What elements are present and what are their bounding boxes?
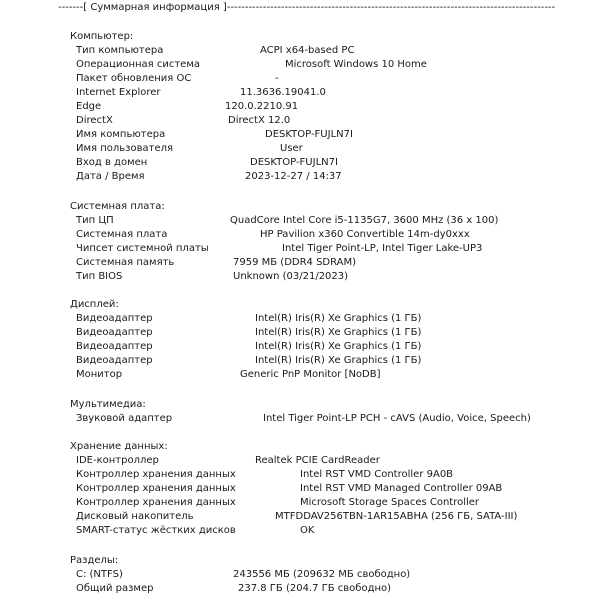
info-row bbox=[70, 256, 357, 270]
info-row bbox=[70, 354, 422, 368]
info-value: 243556 МБ (209632 МБ свободно) bbox=[233, 569, 411, 580]
section bbox=[70, 398, 531, 426]
section-title: Компьютер: bbox=[70, 31, 134, 42]
info-row bbox=[70, 156, 338, 170]
info-value: 237.8 ГБ (204.7 ГБ свободно) bbox=[238, 583, 392, 594]
info-row bbox=[70, 270, 349, 284]
section bbox=[70, 440, 518, 538]
info-row bbox=[70, 568, 411, 582]
info-row bbox=[70, 58, 427, 72]
info-label: Контроллер хранения данных bbox=[76, 483, 236, 494]
section-title: Дисплей: bbox=[70, 299, 119, 310]
info-value: MTFDDAV256TBN-1AR15ABHA (256 ГБ, SATA-III) bbox=[275, 511, 518, 522]
info-row bbox=[70, 582, 392, 596]
info-row bbox=[70, 72, 279, 86]
info-label: C: (NTFS) bbox=[76, 569, 123, 580]
info-label: IDE-контроллер bbox=[76, 455, 159, 466]
section bbox=[70, 554, 411, 596]
info-label: Тип BIOS bbox=[76, 271, 123, 282]
info-row bbox=[70, 142, 303, 156]
info-row bbox=[70, 100, 299, 114]
info-label: Системная плата bbox=[76, 229, 168, 240]
info-row bbox=[70, 326, 422, 340]
info-row bbox=[70, 510, 518, 524]
info-value: User bbox=[280, 143, 303, 154]
report-header: -------[ Суммарная информация ]------------------------------------------------------------------------------------------- bbox=[58, 2, 556, 13]
info-label: Вход в домен bbox=[76, 157, 148, 168]
info-label: Дисковый накопитель bbox=[76, 511, 194, 522]
section bbox=[70, 200, 499, 284]
info-row bbox=[70, 86, 326, 100]
info-label: Тип ЦП bbox=[76, 215, 114, 226]
info-label: Видеоадаптер bbox=[76, 341, 153, 352]
section-title: Системная плата: bbox=[70, 201, 165, 212]
info-value: 7959 МБ (DDR4 SDRAM) bbox=[233, 257, 357, 268]
info-value: Unknown (03/21/2023) bbox=[233, 271, 349, 282]
info-label: Общий размер bbox=[76, 583, 154, 594]
info-value: Intel(R) Iris(R) Xe Graphics (1 ГБ) bbox=[255, 327, 422, 338]
info-value: Intel(R) Iris(R) Xe Graphics (1 ГБ) bbox=[255, 313, 422, 324]
info-label: Тип компьютера bbox=[76, 45, 164, 56]
info-value: 2023-12-27 / 14:37 bbox=[245, 171, 342, 182]
info-row bbox=[70, 496, 480, 510]
info-value: Intel RST VMD Controller 9A0B bbox=[300, 469, 454, 480]
info-row bbox=[70, 524, 315, 538]
info-value: Intel Tiger Point-LP PCH - cAVS (Audio, Voice, Speech) bbox=[263, 413, 531, 424]
info-label: Контроллер хранения данных bbox=[76, 469, 236, 480]
info-label: Имя компьютера bbox=[76, 129, 166, 140]
info-value: ACPI x64-based PC bbox=[260, 45, 355, 56]
info-row bbox=[70, 482, 503, 496]
info-row bbox=[70, 242, 483, 256]
section-title: Разделы: bbox=[70, 555, 119, 566]
info-label: Монитор bbox=[76, 369, 123, 380]
info-value: DirectX 12.0 bbox=[228, 115, 291, 126]
info-row bbox=[70, 312, 422, 326]
info-label: Операционная система bbox=[76, 59, 201, 70]
info-value: DESKTOP-FUJLN7I bbox=[265, 129, 353, 140]
info-value: QuadCore Intel Core i5-1135G7, 3600 MHz (36 x 100) bbox=[230, 215, 499, 226]
info-value: Intel Tiger Point-LP, Intel Tiger Lake-UP3 bbox=[282, 243, 483, 254]
info-row bbox=[70, 170, 342, 184]
info-row bbox=[70, 44, 355, 58]
info-value: 120.0.2210.91 bbox=[225, 101, 299, 112]
info-label: DirectX bbox=[76, 115, 113, 126]
info-label: Имя пользователя bbox=[76, 143, 174, 154]
info-row bbox=[70, 454, 380, 468]
info-value: Microsoft Windows 10 Home bbox=[285, 59, 427, 70]
info-label: Internet Explorer bbox=[76, 87, 161, 98]
info-row bbox=[70, 340, 422, 354]
info-value: 11.3636.19041.0 bbox=[240, 87, 326, 98]
info-label: Чипсет системной платы bbox=[76, 243, 209, 254]
info-value: Microsoft Storage Spaces Controller bbox=[300, 497, 480, 508]
info-label: Контроллер хранения данных bbox=[76, 497, 236, 508]
info-value: Intel(R) Iris(R) Xe Graphics (1 ГБ) bbox=[255, 341, 422, 352]
section bbox=[70, 30, 427, 184]
info-value: Intel(R) Iris(R) Xe Graphics (1 ГБ) bbox=[255, 355, 422, 366]
section bbox=[70, 298, 422, 382]
info-label: Звуковой адаптер bbox=[76, 413, 173, 424]
info-label: Edge bbox=[76, 101, 102, 112]
info-row bbox=[70, 412, 531, 426]
info-value: Generic PnP Monitor [NoDB] bbox=[240, 369, 381, 380]
section-title: Мультимедиа: bbox=[70, 399, 146, 410]
info-label: Видеоадаптер bbox=[76, 327, 153, 338]
info-row bbox=[70, 228, 470, 242]
info-value: - bbox=[275, 73, 279, 84]
info-label: Системная память bbox=[76, 257, 175, 268]
info-label: Видеоадаптер bbox=[76, 355, 153, 366]
info-label: SMART-статус жёстких дисков bbox=[76, 525, 236, 536]
info-row bbox=[70, 128, 353, 142]
info-row bbox=[70, 114, 291, 128]
section-title: Хранение данных: bbox=[70, 441, 168, 452]
info-label: Пакет обновления ОС bbox=[76, 73, 192, 84]
info-value: Realtek PCIE CardReader bbox=[255, 455, 380, 466]
info-label: Дата / Время bbox=[76, 171, 145, 182]
info-row bbox=[70, 468, 454, 482]
info-value: DESKTOP-FUJLN7I bbox=[250, 157, 338, 168]
info-value: Intel RST VMD Managed Controller 09AB bbox=[300, 483, 503, 494]
info-label: Видеоадаптер bbox=[76, 313, 153, 324]
info-row bbox=[70, 368, 381, 382]
info-row bbox=[70, 214, 499, 228]
info-value: OK bbox=[300, 525, 315, 536]
info-value: HP Pavilion x360 Convertible 14m-dy0xxx bbox=[260, 229, 470, 240]
